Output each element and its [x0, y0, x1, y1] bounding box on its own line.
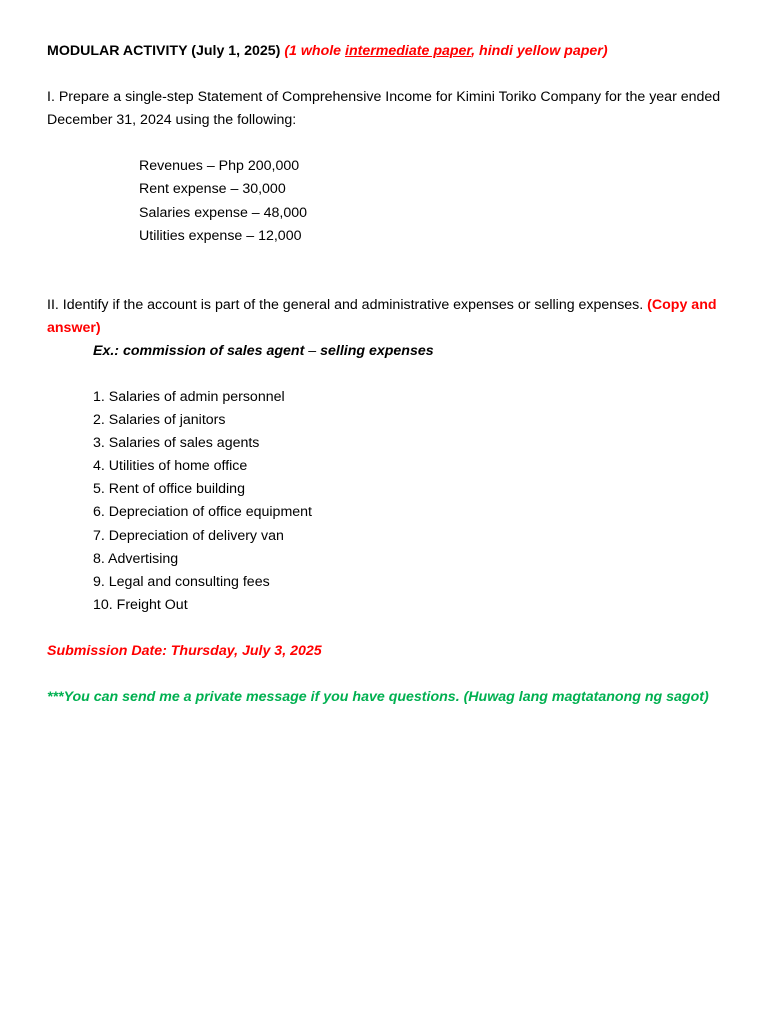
submission-date: Submission Date: Thursday, July 3, 2025 [47, 643, 322, 659]
example-account: Ex.: commission of sales agent [93, 343, 305, 359]
list-item: 8. Advertising [93, 550, 179, 567]
part2-instruction: II. Identify if the account is part of the general and administrative expenses or selling expenses. [47, 297, 644, 313]
paper-note-open: (1 whole [284, 43, 346, 59]
paper-note-close: , hindi yellow paper) [471, 43, 608, 59]
list-item: 9. Legal and consulting fees [93, 573, 270, 590]
list-item: 3. Salaries of sales agents [93, 435, 260, 452]
part2-question-list [93, 386, 312, 617]
footer-note: ***You can send me a private message if you have questions. (Huwag lang magtatanong ng sagot) [47, 689, 709, 705]
paper-note [284, 43, 607, 59]
part1-instruction: I. Prepare a single-step Statement of Comprehensive Income for Kimini Toriko Company for the year ended December 31, 2024 using the following: [47, 89, 721, 128]
list-item: 5. Rent of office building [93, 481, 245, 498]
given-item: Salaries expense – 48,000 [139, 204, 308, 221]
activity-title: MODULAR ACTIVITY (July 1, 2025) [47, 43, 281, 59]
activity-title-line [47, 40, 608, 63]
list-item: 1. Salaries of admin personnel [93, 389, 285, 405]
part2-example [93, 340, 434, 363]
list-item: 6. Depreciation of office equipment [93, 504, 312, 521]
given-item: Revenues – Php 200,000 [139, 158, 300, 174]
example-answer: selling expenses [320, 343, 434, 359]
given-item: Utilities expense – 12,000 [139, 227, 302, 244]
list-item: 7. Depreciation of delivery van [93, 527, 284, 544]
paper-note-underlined: intermediate paper [345, 43, 472, 59]
part2-instruction-note: (Copy and answer) [47, 297, 717, 336]
part2-instruction-block [47, 294, 737, 340]
example-dash: – [304, 343, 321, 359]
part1-given-list [139, 155, 307, 248]
list-item: 4. Utilities of home office [93, 458, 248, 475]
given-item: Rent expense – 30,000 [139, 181, 286, 198]
list-item: 2. Salaries of janitors [93, 412, 226, 429]
list-item: 10. Freight Out [93, 596, 188, 613]
